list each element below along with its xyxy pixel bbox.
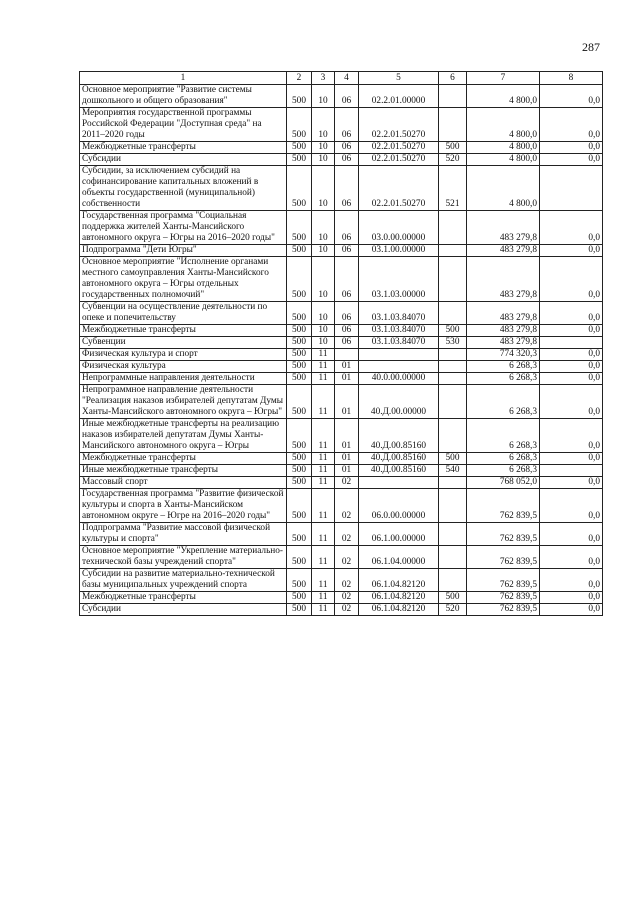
- cell-ved: 500: [287, 604, 312, 616]
- cell-rz: 11: [312, 569, 335, 592]
- cell-csr: 03.1.00.00000: [359, 245, 439, 257]
- column-header-1: 1: [80, 72, 287, 85]
- cell-vr: [439, 349, 467, 361]
- cell-sum-1: 4 800,0: [467, 166, 540, 211]
- table-row: [80, 489, 603, 523]
- cell-pr: 06: [335, 85, 359, 108]
- cell-vr: [439, 108, 467, 142]
- table-row: [80, 349, 603, 361]
- cell-sum-2: 0,0: [540, 604, 603, 616]
- cell-pr: 02: [335, 477, 359, 489]
- cell-pr: 02: [335, 569, 359, 592]
- cell-pr: 06: [335, 211, 359, 245]
- cell-sum-1: 4 800,0: [467, 142, 540, 154]
- budget-table: [79, 71, 603, 616]
- cell-ved: 500: [287, 361, 312, 373]
- cell-rz: 10: [312, 211, 335, 245]
- cell-ved: 500: [287, 325, 312, 337]
- cell-sum-2: 0,0: [540, 85, 603, 108]
- cell-sum-1: 762 839,5: [467, 546, 540, 569]
- cell-ved: 500: [287, 154, 312, 166]
- cell-name: Межбюджетные трансферты: [80, 592, 287, 604]
- cell-vr: 500: [439, 325, 467, 337]
- cell-sum-2: 0,0: [540, 211, 603, 245]
- cell-pr: 01: [335, 385, 359, 419]
- cell-sum-2: 0,0: [540, 349, 603, 361]
- cell-vr: [439, 257, 467, 302]
- cell-sum-1: 762 839,5: [467, 523, 540, 546]
- cell-ved: 500: [287, 166, 312, 211]
- cell-rz: 11: [312, 385, 335, 419]
- cell-name: Мероприятия государственной программы Российской Федерации "Доступная среда" на 2011–2020 годы: [80, 108, 287, 142]
- cell-vr: [439, 546, 467, 569]
- cell-rz: 11: [312, 546, 335, 569]
- cell-rz: 10: [312, 108, 335, 142]
- cell-csr: 02.2.01.00000: [359, 85, 439, 108]
- header-row: [80, 72, 603, 85]
- cell-vr: [439, 85, 467, 108]
- cell-ved: 500: [287, 419, 312, 453]
- cell-sum-2: [540, 337, 603, 349]
- column-header-5: 5: [359, 72, 439, 85]
- cell-name: Государственная программа "Социальная поддержка жителей Ханты-Мансийского автономного округа – Югры на 2016–2020 годы": [80, 211, 287, 245]
- cell-pr: 06: [335, 108, 359, 142]
- table-body: [80, 85, 603, 616]
- cell-vr: 500: [439, 142, 467, 154]
- cell-sum-2: 0,0: [540, 302, 603, 325]
- cell-vr: 500: [439, 592, 467, 604]
- cell-csr: 06.0.00.00000: [359, 489, 439, 523]
- table-row: [80, 257, 603, 302]
- cell-sum-1: 762 839,5: [467, 604, 540, 616]
- cell-csr: 02.2.01.50270: [359, 166, 439, 211]
- cell-rz: 11: [312, 465, 335, 477]
- cell-ved: 500: [287, 453, 312, 465]
- cell-sum-1: 4 800,0: [467, 108, 540, 142]
- cell-sum-1: 762 839,5: [467, 489, 540, 523]
- cell-sum-1: 483 279,8: [467, 245, 540, 257]
- cell-name: Субвенции: [80, 337, 287, 349]
- cell-csr: 40.Д.00.00000: [359, 385, 439, 419]
- cell-ved: 500: [287, 245, 312, 257]
- cell-name: Физическая культура и спорт: [80, 349, 287, 361]
- cell-csr: [359, 477, 439, 489]
- cell-pr: 02: [335, 604, 359, 616]
- table-row: [80, 211, 603, 245]
- cell-sum-2: 0,0: [540, 569, 603, 592]
- cell-rz: 11: [312, 373, 335, 385]
- cell-sum-2: 0,0: [540, 373, 603, 385]
- cell-name: Субсидии, за исключением субсидий на софинансирование капитальных вложений в объекты государственной (муниципальной) собственности: [80, 166, 287, 211]
- cell-name: Основное мероприятие "Укрепление материально-технической базы учреждений спорта": [80, 546, 287, 569]
- cell-sum-2: [540, 465, 603, 477]
- column-header-6: 6: [439, 72, 467, 85]
- cell-name: Межбюджетные трансферты: [80, 453, 287, 465]
- cell-sum-2: 0,0: [540, 257, 603, 302]
- cell-rz: 10: [312, 142, 335, 154]
- table-row: [80, 108, 603, 142]
- cell-ved: 500: [287, 211, 312, 245]
- cell-vr: 500: [439, 453, 467, 465]
- cell-vr: [439, 489, 467, 523]
- cell-sum-1: 6 268,3: [467, 465, 540, 477]
- cell-ved: 500: [287, 385, 312, 419]
- cell-name: Иные межбюджетные трансферты на реализацию наказов избирателей депутатам Думы Ханты-Мансийского автономного округа – Югры: [80, 419, 287, 453]
- cell-pr: 01: [335, 465, 359, 477]
- cell-csr: 02.2.01.50270: [359, 108, 439, 142]
- cell-rz: 11: [312, 453, 335, 465]
- cell-sum-2: 0,0: [540, 523, 603, 546]
- cell-sum-2: 0,0: [540, 546, 603, 569]
- cell-rz: 11: [312, 349, 335, 361]
- cell-sum-2: 0,0: [540, 385, 603, 419]
- cell-rz: 11: [312, 419, 335, 453]
- table-row: [80, 325, 603, 337]
- cell-vr: [439, 419, 467, 453]
- cell-sum-2: 0,0: [540, 245, 603, 257]
- cell-vr: [439, 523, 467, 546]
- cell-csr: [359, 361, 439, 373]
- column-header-7: 7: [467, 72, 540, 85]
- cell-csr: 03.0.00.00000: [359, 211, 439, 245]
- cell-csr: 03.1.03.84070: [359, 337, 439, 349]
- cell-vr: [439, 477, 467, 489]
- cell-pr: 06: [335, 302, 359, 325]
- cell-csr: 40.Д.00.85160: [359, 453, 439, 465]
- cell-vr: 521: [439, 166, 467, 211]
- cell-vr: [439, 373, 467, 385]
- cell-sum-2: 0,0: [540, 477, 603, 489]
- cell-sum-1: 483 279,8: [467, 325, 540, 337]
- table-row: [80, 361, 603, 373]
- cell-sum-1: 6 268,3: [467, 385, 540, 419]
- cell-sum-2: 0,0: [540, 489, 603, 523]
- cell-pr: 06: [335, 154, 359, 166]
- cell-ved: 500: [287, 477, 312, 489]
- cell-pr: 02: [335, 592, 359, 604]
- cell-rz: 10: [312, 245, 335, 257]
- cell-ved: 500: [287, 592, 312, 604]
- cell-vr: 530: [439, 337, 467, 349]
- cell-vr: [439, 385, 467, 419]
- table-row: [80, 337, 603, 349]
- column-header-4: 4: [335, 72, 359, 85]
- cell-csr: 03.1.03.00000: [359, 257, 439, 302]
- cell-ved: 500: [287, 257, 312, 302]
- cell-pr: 06: [335, 337, 359, 349]
- cell-name: Субсидии на развитие материально-технической базы муниципальных учреждений спорта: [80, 569, 287, 592]
- cell-name: Подпрограмма "Дети Югры": [80, 245, 287, 257]
- table-row: [80, 302, 603, 325]
- cell-sum-1: 6 268,3: [467, 361, 540, 373]
- table-row: [80, 569, 603, 592]
- column-header-8: 8: [540, 72, 603, 85]
- cell-sum-1: 6 268,3: [467, 419, 540, 453]
- cell-pr: 06: [335, 257, 359, 302]
- cell-sum-1: 768 052,0: [467, 477, 540, 489]
- table-row: [80, 166, 603, 211]
- cell-name: Основное мероприятие "Развитие системы дошкольного и общего образования": [80, 85, 287, 108]
- cell-rz: 10: [312, 337, 335, 349]
- cell-name: Межбюджетные трансферты: [80, 142, 287, 154]
- cell-pr: 02: [335, 489, 359, 523]
- cell-ved: 500: [287, 142, 312, 154]
- cell-sum-1: 762 839,5: [467, 592, 540, 604]
- table-row: [80, 546, 603, 569]
- cell-sum-1: 483 279,8: [467, 337, 540, 349]
- cell-name: Подпрограмма "Развитие массовой физической культуры и спорта": [80, 523, 287, 546]
- cell-sum-1: 762 839,5: [467, 569, 540, 592]
- cell-pr: 01: [335, 361, 359, 373]
- table-row: [80, 385, 603, 419]
- cell-pr: 02: [335, 523, 359, 546]
- cell-pr: 01: [335, 373, 359, 385]
- cell-rz: 11: [312, 523, 335, 546]
- cell-csr: 40.Д.00.85160: [359, 419, 439, 453]
- cell-name: Субсидии: [80, 154, 287, 166]
- cell-csr: 06.1.00.00000: [359, 523, 439, 546]
- table-row: [80, 85, 603, 108]
- table-row: [80, 604, 603, 616]
- cell-rz: 11: [312, 604, 335, 616]
- cell-name: Субвенции на осуществление деятельности по опеке и попечительству: [80, 302, 287, 325]
- cell-sum-1: 6 268,3: [467, 373, 540, 385]
- cell-sum-2: 0,0: [540, 592, 603, 604]
- cell-ved: 500: [287, 523, 312, 546]
- table-header: [80, 72, 603, 85]
- cell-sum-2: 0,0: [540, 325, 603, 337]
- table-row: [80, 523, 603, 546]
- cell-pr: 06: [335, 325, 359, 337]
- cell-ved: 500: [287, 349, 312, 361]
- table-row: [80, 154, 603, 166]
- cell-rz: 10: [312, 166, 335, 211]
- cell-pr: 01: [335, 419, 359, 453]
- column-header-2: 2: [287, 72, 312, 85]
- cell-sum-2: 0,0: [540, 419, 603, 453]
- cell-csr: 06.1.04.00000: [359, 546, 439, 569]
- cell-vr: [439, 245, 467, 257]
- column-header-3: 3: [312, 72, 335, 85]
- cell-sum-1: 483 279,8: [467, 257, 540, 302]
- cell-vr: 540: [439, 465, 467, 477]
- cell-sum-2: 0,0: [540, 154, 603, 166]
- cell-csr: [359, 349, 439, 361]
- cell-csr: 40.0.00.00000: [359, 373, 439, 385]
- cell-rz: 10: [312, 257, 335, 302]
- cell-name: Непрограммное направление деятельности "Реализация наказов избирателей депутатам Думы Ханты-Мансийского автономного округа – Югры": [80, 385, 287, 419]
- table-row: [80, 592, 603, 604]
- cell-ved: 500: [287, 373, 312, 385]
- cell-csr: 06.1.04.82120: [359, 592, 439, 604]
- table-row: [80, 142, 603, 154]
- cell-pr: 02: [335, 546, 359, 569]
- cell-sum-1: 6 268,3: [467, 453, 540, 465]
- cell-sum-2: 0,0: [540, 361, 603, 373]
- cell-csr: 06.1.04.82120: [359, 569, 439, 592]
- table-row: [80, 465, 603, 477]
- cell-sum-1: 774 320,3: [467, 349, 540, 361]
- cell-ved: 500: [287, 85, 312, 108]
- cell-csr: 02.2.01.50270: [359, 142, 439, 154]
- cell-ved: 500: [287, 546, 312, 569]
- cell-csr: 06.1.04.82120: [359, 604, 439, 616]
- cell-sum-2: 0,0: [540, 142, 603, 154]
- cell-rz: 11: [312, 592, 335, 604]
- cell-vr: 520: [439, 604, 467, 616]
- table-row: [80, 453, 603, 465]
- cell-vr: [439, 361, 467, 373]
- cell-name: Основное мероприятие "Исполнение органами местного самоуправления Ханты-Мансийского автономного округа – Югры отдельных государственных полномочий": [80, 257, 287, 302]
- cell-pr: 06: [335, 245, 359, 257]
- cell-pr: 01: [335, 453, 359, 465]
- table-row: [80, 477, 603, 489]
- cell-csr: 03.1.03.84070: [359, 302, 439, 325]
- cell-name: Непрограммные направления деятельности: [80, 373, 287, 385]
- cell-sum-1: 483 279,8: [467, 211, 540, 245]
- cell-ved: 500: [287, 108, 312, 142]
- cell-csr: 03.1.03.84070: [359, 325, 439, 337]
- cell-csr: 40.Д.00.85160: [359, 465, 439, 477]
- cell-name: Массовый спорт: [80, 477, 287, 489]
- cell-rz: 11: [312, 489, 335, 523]
- cell-ved: 500: [287, 489, 312, 523]
- cell-vr: 520: [439, 154, 467, 166]
- cell-vr: [439, 211, 467, 245]
- cell-rz: 10: [312, 325, 335, 337]
- cell-csr: 02.2.01.50270: [359, 154, 439, 166]
- cell-sum-2: 0,0: [540, 453, 603, 465]
- cell-rz: 10: [312, 302, 335, 325]
- cell-name: Межбюджетные трансферты: [80, 325, 287, 337]
- cell-pr: 06: [335, 142, 359, 154]
- cell-sum-2: [540, 166, 603, 211]
- cell-vr: [439, 302, 467, 325]
- table-row: [80, 245, 603, 257]
- cell-ved: 500: [287, 465, 312, 477]
- cell-rz: 11: [312, 477, 335, 489]
- cell-sum-1: 483 279,8: [467, 302, 540, 325]
- table-row: [80, 373, 603, 385]
- table-row: [80, 419, 603, 453]
- cell-pr: [335, 349, 359, 361]
- cell-rz: 11: [312, 361, 335, 373]
- cell-rz: 10: [312, 85, 335, 108]
- cell-sum-1: 4 800,0: [467, 85, 540, 108]
- cell-rz: 10: [312, 154, 335, 166]
- cell-name: Иные межбюджетные трансферты: [80, 465, 287, 477]
- cell-pr: 06: [335, 166, 359, 211]
- cell-sum-2: 0,0: [540, 108, 603, 142]
- cell-sum-1: 4 800,0: [467, 154, 540, 166]
- cell-name: Физическая культура: [80, 361, 287, 373]
- cell-ved: 500: [287, 302, 312, 325]
- cell-ved: 500: [287, 337, 312, 349]
- cell-name: Государственная программа "Развитие физической культуры и спорта в Ханты-Мансийском автономном округе – Югре на 2016–2020 годы": [80, 489, 287, 523]
- cell-vr: [439, 569, 467, 592]
- cell-name: Субсидии: [80, 604, 287, 616]
- cell-ved: 500: [287, 569, 312, 592]
- page-number: 287: [582, 40, 600, 54]
